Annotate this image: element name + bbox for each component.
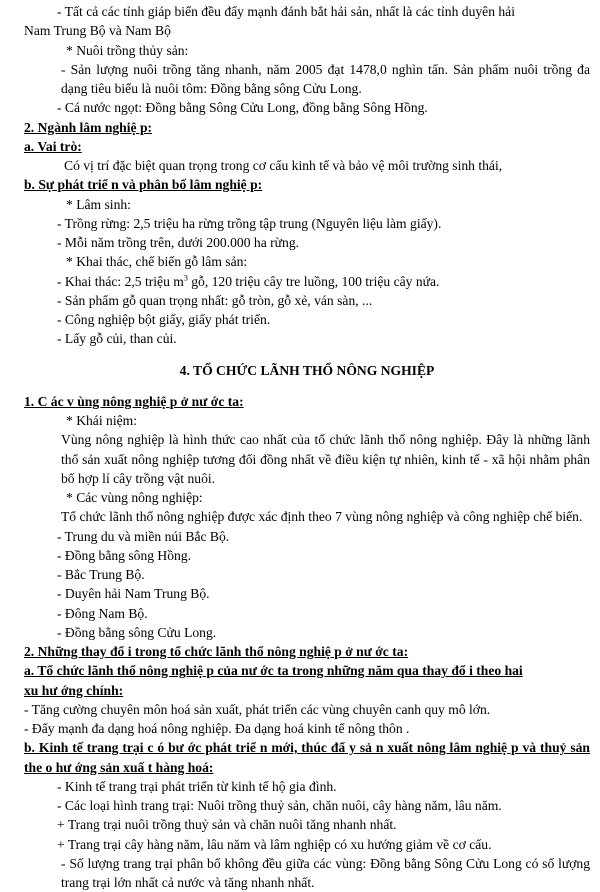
list-item: - Trồng rừng: 2,5 triệu ha rừng trồng tập trung (Nguyên liệu làm giấy).	[57, 215, 442, 231]
list-item: - Bắc Trung Bộ.	[57, 567, 145, 582]
list-item: - Đông Nam Bộ.	[57, 605, 148, 621]
paragraph: - Sản lượng nuôi trồng tăng nhanh, năm 2005 đạt 1478,0 nghìn tấn. Sản phẩm nuôi trồng đa dạng tiêu biểu là nuôi tôm: Đồng bằng sông Cửu Long.	[61, 61, 590, 96]
section-heading: 2. Ngành lâm nghiệ p:	[24, 119, 153, 135]
section-heading: xu hư ớng chính:	[24, 682, 124, 698]
list-item: - Đồng bằng sông Hồng.	[57, 547, 192, 563]
subheading: * Nuôi trồng thủy sản:	[66, 42, 189, 58]
paragraph: - Số lượng trang trại phân bố không đều giữa các vùng: Đồng bằng Sông Cửu Long có số lượng trang trại lớn nhất cả nước và tăng nhanh nhất.	[61, 855, 590, 890]
chapter-title: 4. TỔ CHỨC LÃNH THỔ NÔNG NGHIỆP	[179, 362, 435, 378]
list-item: - Công nghiệp bột giấy, giấy phát triển.	[57, 312, 271, 327]
list-item	[24, 272, 590, 291]
list-item: - Duyên hải Nam Trung Bộ.	[57, 586, 210, 602]
subheading: * Các vùng nông nghiệp:	[66, 490, 203, 505]
section-heading: b. Sự phát triể n và phân bố lâm nghiệ p:	[24, 177, 263, 193]
list-item: - Kinh tế trang trại phát triển từ kinh tế hộ gia đình.	[57, 778, 337, 794]
text-line: - Tất cả các tỉnh giáp biển đều đẩy mạnh đánh bắt hải sản, nhất là các tỉnh duyên hải	[57, 4, 515, 19]
section-heading: a. Vai trò:	[24, 138, 82, 154]
list-item: + Trang trại nuôi trồng thuỷ sản và chăn nuôi tăng nhanh nhất.	[57, 817, 397, 833]
paragraph: Tổ chức lãnh thổ nông nghiệp được xác định theo 7 vùng nông nghiệp và công nghiệp chế biến.	[61, 509, 583, 525]
text-fragment: - Khai thác: 2,5 triệu m	[57, 273, 184, 289]
superscript: 3	[183, 272, 188, 282]
list-item: - Đồng bằng sông Cửu Long.	[57, 624, 217, 640]
list-item: - Mỗi năm trồng trên, dưới 200.000 ha rừng.	[57, 235, 300, 250]
list-item: - Đẩy mạnh đa dạng hoá nông nghiệp. Đa dạng hoá kinh tế nông thôn .	[24, 721, 410, 736]
text-line: Có vị trí đặc biệt quan trọng trong cơ cấu kinh tế và bảo vệ môi trường sinh thái,	[64, 158, 503, 173]
subheading: * Khai thác, chế biến gỗ lâm sản:	[66, 254, 248, 270]
list-item: + Trang trại cây hàng năm, lâu năm và lâm nghiệp có xu hướng giảm về cơ cấu.	[57, 836, 492, 852]
text-line: - Cá nước ngọt: Đồng bằng Sông Cửu Long, đồng bằng Sông Hồng.	[57, 100, 428, 116]
text-fragment: gỗ, 120 triệu cây tre luồng, 100 triệu cây nứa.	[187, 273, 440, 289]
section-heading: 1. C ác v ùng nông nghiệ p ở nư ớc ta:	[24, 393, 244, 409]
list-item: - Tăng cường chuyên môn hoá sản xuất, phát triển các vùng chuyên canh quy mô lớn.	[24, 701, 491, 717]
paragraph: Vùng nông nghiệp là hình thức cao nhất của tổ chức lãnh thổ nông nghiệp. Đây là những lãnh thổ sản xuất nông nghiệp tương đối đồng nhất về điều kiện tự nhiên, kinh tế - xã hội nhằm phân bố hợp lí cây trồng vật nuôi.	[61, 432, 590, 486]
document-page	[24, 2, 590, 892]
list-item: - Trung du và miền núi Bắc Bộ.	[57, 528, 230, 544]
list-item: - Lấy gỗ củi, than củi.	[57, 331, 177, 347]
section-heading: b. Kinh tế trang trại c ó bư ớc phát triể n mới, thúc đẩ y sả n xuất nông lâm nghiệ p và thuỷ sản the o hư ớng sản xuấ t hàng hoá:	[24, 740, 590, 775]
section-heading: a. Tổ chức lãnh thổ nông nghiệ p của nư ớc ta trong những năm qua thay đổ i theo hai	[24, 663, 523, 679]
list-item: - Sản phẩm gỗ quan trọng nhất: gỗ tròn, gỗ xẻ, ván sàn, ...	[57, 292, 373, 308]
section-heading: 2. Những thay đổ i trong tổ chức lãnh thổ nông nghiệ p ở nư ớc ta:	[24, 644, 409, 659]
list-item: - Các loại hình trang trại: Nuôi trồng thuỷ sản, chăn nuôi, cây hàng năm, lâu năm.	[57, 798, 502, 813]
subheading: * Lâm sinh:	[66, 196, 131, 212]
text-line: Nam Trung Bộ và Nam Bộ	[24, 23, 171, 39]
subheading: * Khái niệm:	[66, 413, 137, 428]
